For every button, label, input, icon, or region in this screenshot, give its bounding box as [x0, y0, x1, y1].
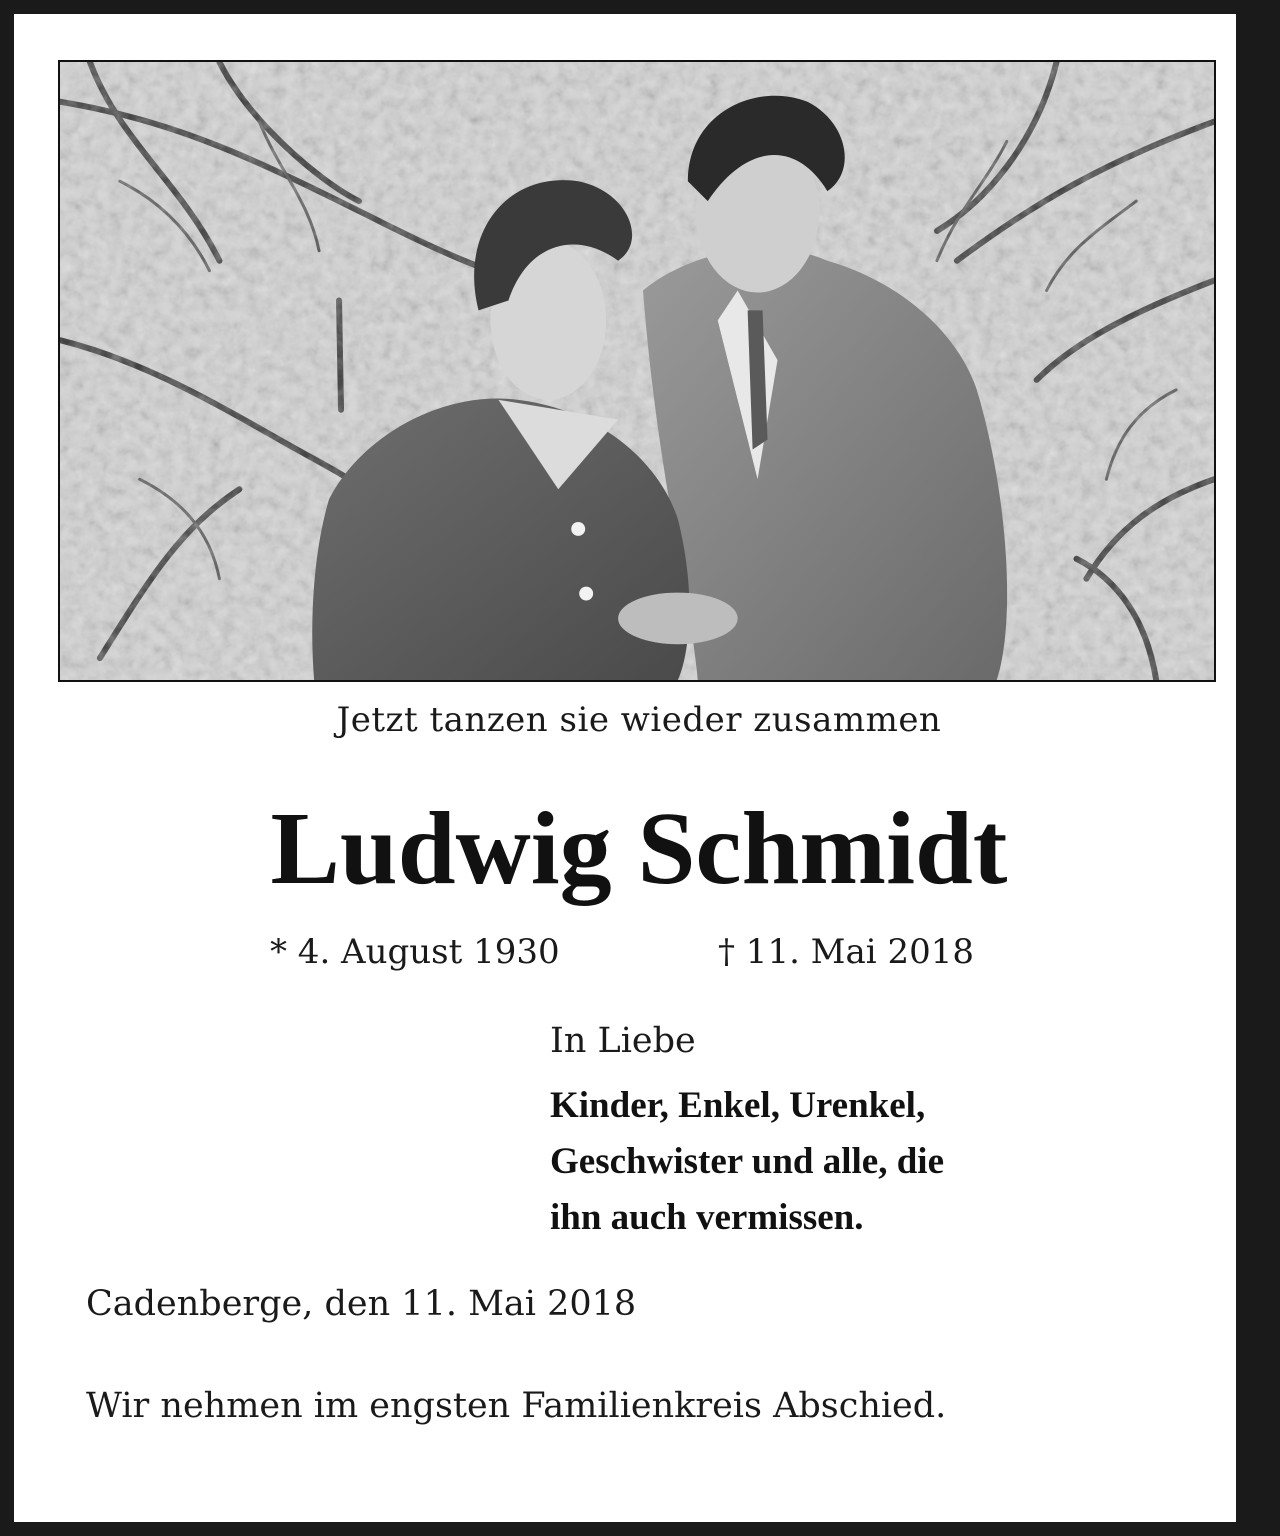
mourners-line: Geschwister und alle, die	[550, 1141, 944, 1182]
death-date: † 11. Mai 2018	[718, 932, 974, 972]
place-and-date: Cadenberge, den 11. Mai 2018	[86, 1284, 637, 1324]
mourners-block	[550, 1016, 1190, 1246]
couple-photo	[58, 60, 1216, 682]
mourners-list	[550, 1078, 1190, 1246]
deceased-name: Ludwig Schmidt	[270, 791, 1008, 906]
mourners-line: Kinder, Enkel, Urenkel,	[550, 1085, 926, 1126]
birth-date: * 4. August 1930	[270, 932, 560, 972]
mourners-line: ihn auch vermissen.	[550, 1197, 864, 1238]
farewell-note: Wir nehmen im engsten Familienkreis Abschied.	[86, 1386, 947, 1426]
mourners-intro: In Liebe	[550, 1021, 696, 1061]
obituary-notice	[14, 14, 1236, 1522]
motto: Jetzt tanzen sie wieder zusammen	[336, 700, 942, 740]
couple-photo-image	[60, 62, 1214, 680]
